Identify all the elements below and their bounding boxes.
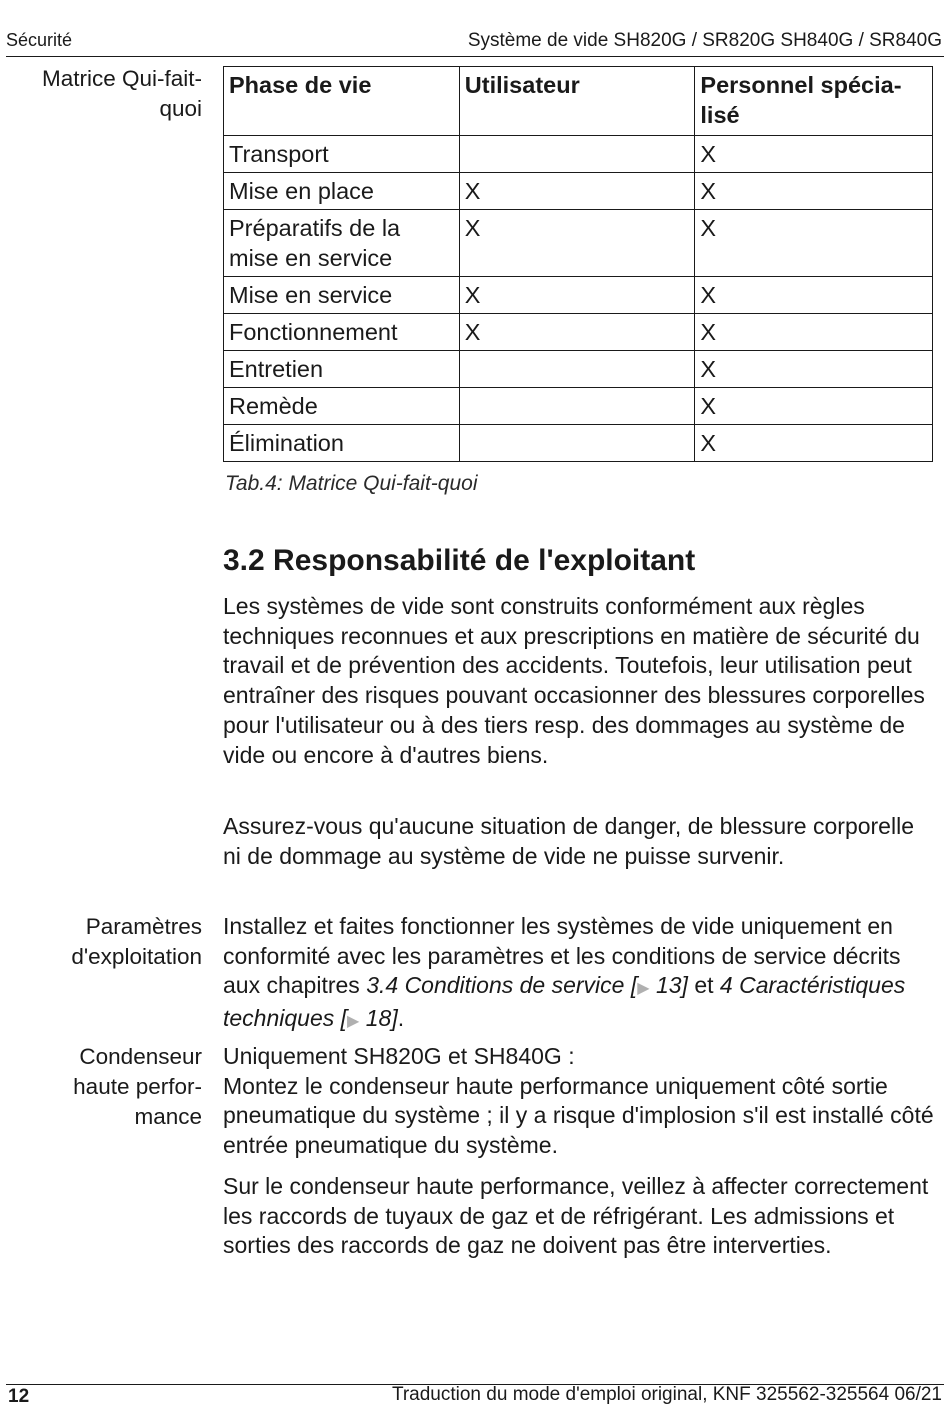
cell-phase: Préparatifs de la mise en service — [224, 210, 460, 277]
table-row — [224, 277, 933, 314]
arrow-right-icon: ▶ — [637, 980, 650, 998]
cell-user: X — [459, 314, 695, 351]
paragraph-operating-params — [223, 912, 938, 1037]
cell-staff: X — [695, 314, 933, 351]
cell-phase: Transport — [224, 136, 460, 173]
page-number: 12 — [8, 1386, 30, 1407]
cell-user — [459, 388, 695, 425]
conjunction-text: et — [687, 972, 720, 999]
header-user: Utilisateur — [459, 67, 695, 136]
paragraph-connections: Sur le condenseur haute performance, veillez à affecter correctement les raccords de tuyaux de gaz et de réfrigérant. Les admissions et sorties des raccords de gaz ne doivent pas être interverties. — [223, 1173, 929, 1259]
margin-note-line: d'exploitation — [71, 944, 202, 969]
table-row — [224, 314, 933, 351]
cell-user — [459, 425, 695, 462]
params-text: Installez et faites fonctionner les systèmes de vide uniquement en conformité avec les paramètres et les conditions de service décrits aux chapitres — [223, 913, 901, 999]
margin-note-matrix — [2, 64, 202, 124]
paragraph-intro: Les systèmes de vide sont construits conformément aux règles techniques reconnues et aux prescriptions en matière de sécurité du travail et de prévention des accidents. Toutefois, leur utilisation peut entraîner des risques pouvant occasionner des blessures corporelles pour l'utilisateur ou à des tiers resp. des dommages au système de vide ou encore à d'autres biens. — [223, 593, 925, 768]
table-row — [224, 173, 933, 210]
margin-note-line: haute perfor- — [73, 1074, 202, 1099]
cell-phase: Élimination — [224, 425, 460, 462]
condenser-models-line: Uniquement SH820G et SH840G : — [223, 1043, 575, 1069]
arrow-right-icon: ▶ — [347, 1013, 360, 1031]
margin-note-line: Paramètres — [85, 914, 202, 939]
margin-note-line: Condenseur — [79, 1044, 202, 1069]
section-heading: 3.2 Responsabilité de l'exploitant — [223, 544, 696, 577]
header-divider — [6, 56, 944, 57]
margin-note-line: mance — [134, 1104, 202, 1129]
margin-note-params — [2, 912, 202, 972]
cell-user — [459, 136, 695, 173]
link-technical-page[interactable]: 18] — [359, 1005, 398, 1032]
header-staff: Personnel spécia- lisé — [695, 67, 933, 136]
table-row — [224, 388, 933, 425]
responsibility-matrix-table — [223, 66, 933, 462]
table-row — [224, 210, 933, 277]
cell-phase: Entretien — [224, 351, 460, 388]
cell-user: X — [459, 210, 695, 277]
header-product: Système de vide SH820G / SR820G SH840G / SR840G — [467, 30, 942, 51]
table-row — [224, 136, 933, 173]
table-row — [224, 351, 933, 388]
cell-phase: Fonctionnement — [224, 314, 460, 351]
link-technical-specs[interactable]: 4 Caractéristiques techniques [ — [223, 972, 906, 1032]
cell-user — [459, 351, 695, 388]
paragraph-danger: Assurez-vous qu'aucune situation de danger, de blessure corporelle ni de dommage au système de vide ne puisse survenir. — [223, 813, 914, 869]
cell-staff: X — [695, 388, 933, 425]
paragraph-condenser — [223, 1042, 938, 1161]
table-caption: Tab.4: Matrice Qui-fait-quoi — [225, 472, 478, 495]
footer-text: Traduction du mode d'emploi original, KNF 325562-325564 06/21 — [391, 1384, 942, 1405]
table-row — [224, 425, 933, 462]
link-conditions-page[interactable]: 13] — [649, 972, 688, 999]
header-chapter: Sécurité — [6, 30, 73, 50]
cell-phase: Mise en place — [224, 173, 460, 210]
cell-phase: Mise en service — [224, 277, 460, 314]
cell-staff: X — [695, 173, 933, 210]
margin-note-line: Matrice Qui-fait- — [41, 66, 202, 91]
table-header-row — [224, 67, 933, 136]
link-conditions-service[interactable]: 3.4 Conditions de service [ — [366, 972, 638, 999]
cell-staff: X — [695, 425, 933, 462]
cell-user: X — [459, 277, 695, 314]
cell-staff: X — [695, 277, 933, 314]
header-phase: Phase de vie — [224, 67, 460, 136]
cell-user: X — [459, 173, 695, 210]
margin-note-line: quoi — [159, 96, 202, 121]
condenser-mount-text: Montez le condenseur haute performance uniquement côté sortie pneumatique du système ; il y a risque d'implosion s'il est installé côté entrée pneumatique du système. — [223, 1072, 934, 1159]
period-text: . — [397, 1005, 405, 1032]
cell-phase: Remède — [224, 388, 460, 425]
cell-staff: X — [695, 351, 933, 388]
margin-note-condenser — [2, 1042, 202, 1132]
cell-staff: X — [695, 136, 933, 173]
cell-staff: X — [695, 210, 933, 277]
